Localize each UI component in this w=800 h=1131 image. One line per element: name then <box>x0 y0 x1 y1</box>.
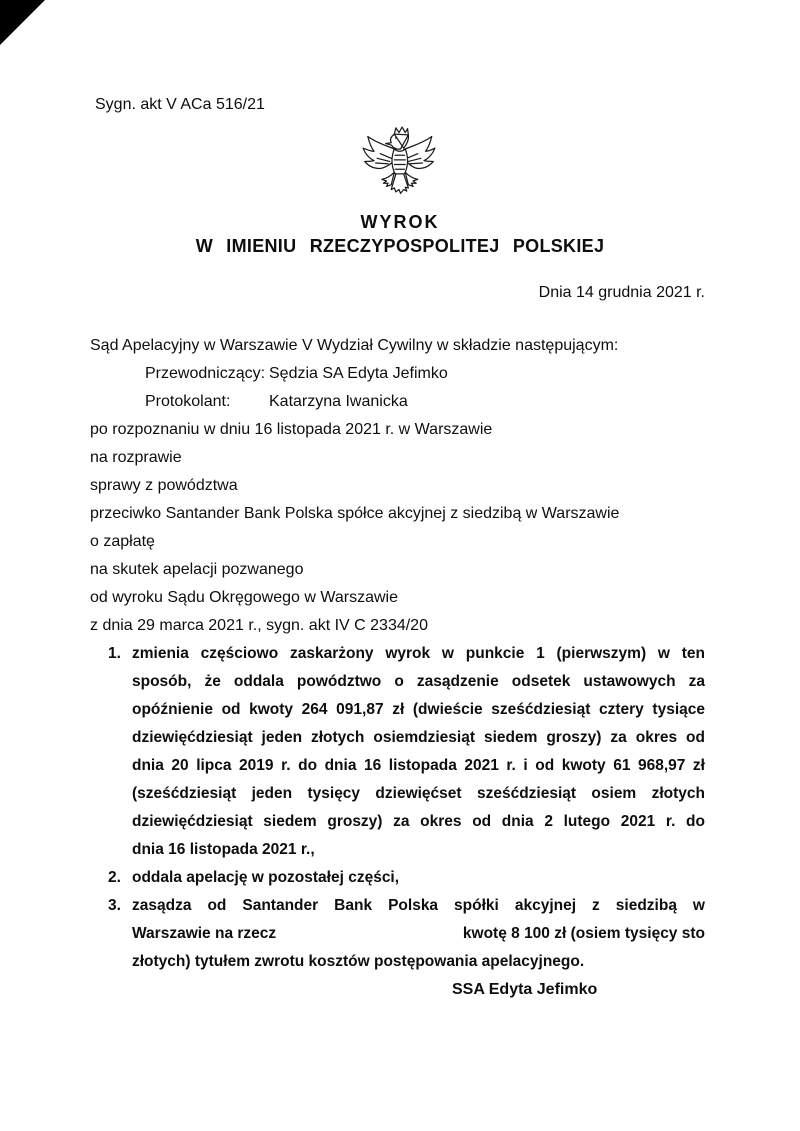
case-description-line: na rozprawie <box>90 449 182 466</box>
case-description-line: na skutek apelacji pozwanego <box>90 561 304 578</box>
point-text-line: sposób, że oddala powództwo o zasądzenie odsetek ustawowych za <box>132 673 705 690</box>
judgment-title: WYROK <box>360 212 440 232</box>
judgment-subtitle: W IMIENIU RZECZYPOSPOLITEJ POLSKIEJ <box>195 236 605 256</box>
point-text-line-with-redaction <box>132 920 705 948</box>
case-number: Sygn. akt V ACa 516/21 <box>95 96 265 113</box>
polish-eagle-emblem <box>360 124 438 202</box>
point-text-line: oddala apelację w pozostałej części, <box>132 869 400 886</box>
role-label: Przewodniczący: <box>145 365 266 382</box>
role-row-recorder <box>90 388 705 416</box>
point-text-line: dziewięćdziesiąt siedem groszy) za okres od dnia 2 lutego 2021 r. do <box>132 813 705 830</box>
point-text <box>132 864 705 892</box>
case-description-line: od wyroku Sądu Okręgowego w Warszawie <box>90 589 398 606</box>
point-text-line: dnia 16 listopada 2021 r., <box>132 841 315 858</box>
point-text <box>132 892 705 976</box>
ruling-point-3 <box>90 892 705 976</box>
role-label: Protokolant: <box>145 393 231 410</box>
point-text-line: zmienia częściowo zaskarżony wyrok w punkcie 1 (pierwszym) w ten <box>132 645 705 662</box>
role-row-presiding <box>90 360 705 388</box>
point-number: 3. <box>108 897 121 914</box>
case-description-line: sprawy z powództwa <box>90 477 238 494</box>
point-text-line: (sześćdziesiąt jeden tysięcy dziewięćset sześćdziesiąt osiem złotych <box>132 785 705 802</box>
judgment-body <box>90 332 705 1004</box>
judge-signature: SSA Edyta Jefimko <box>452 981 598 998</box>
point-text-line: opóźnienie od kwoty 264 091,87 zł (dwieście sześćdziesiąt cztery tysiące <box>132 701 705 718</box>
role-value: Sędzia SA Edyta Jefimko <box>269 365 448 382</box>
point-text-segment: kwotę 8 100 zł (osiem tysięcy sto <box>462 925 705 942</box>
point-text-line: zasądza od Santander Bank Polska spółki akcyjnej z siedzibą w <box>132 897 705 914</box>
point-text <box>132 640 705 864</box>
point-text-line: dziewięćdziesiąt jeden złotych osiemdziesiąt siedem groszy) za okres od <box>132 729 705 746</box>
case-description-line: przeciwko Santander Bank Polska spółce akcyjnej z siedzibą w Warszawie <box>90 505 620 522</box>
court-composition-line: Sąd Apelacyjny w Warszawie V Wydział Cywilny w składzie następującym: <box>90 337 619 354</box>
page-corner-fold <box>0 0 45 45</box>
judgment-date: Dnia 14 grudnia 2021 r. <box>538 284 705 301</box>
point-text-line: złotych) tytułem zwrotu kosztów postępowania apelacyjnego. <box>132 953 585 970</box>
ruling-point-1 <box>90 640 705 864</box>
point-number: 1. <box>108 645 121 662</box>
point-text-line: dnia 20 lipca 2019 r. do dnia 16 listopada 2021 r. i od kwoty 61 968,97 zł <box>132 757 705 774</box>
role-value: Katarzyna Iwanicka <box>269 393 408 410</box>
point-number: 2. <box>108 869 121 886</box>
point-text-segment: Warszawie na rzecz <box>132 925 277 942</box>
case-description-line: po rozpoznaniu w dniu 16 listopada 2021 r. w Warszawie <box>90 421 493 438</box>
case-description-line: o zapłatę <box>90 533 155 550</box>
case-description-line: z dnia 29 marca 2021 r., sygn. akt IV C 2334/20 <box>90 617 428 634</box>
ruling-point-2 <box>90 864 705 892</box>
